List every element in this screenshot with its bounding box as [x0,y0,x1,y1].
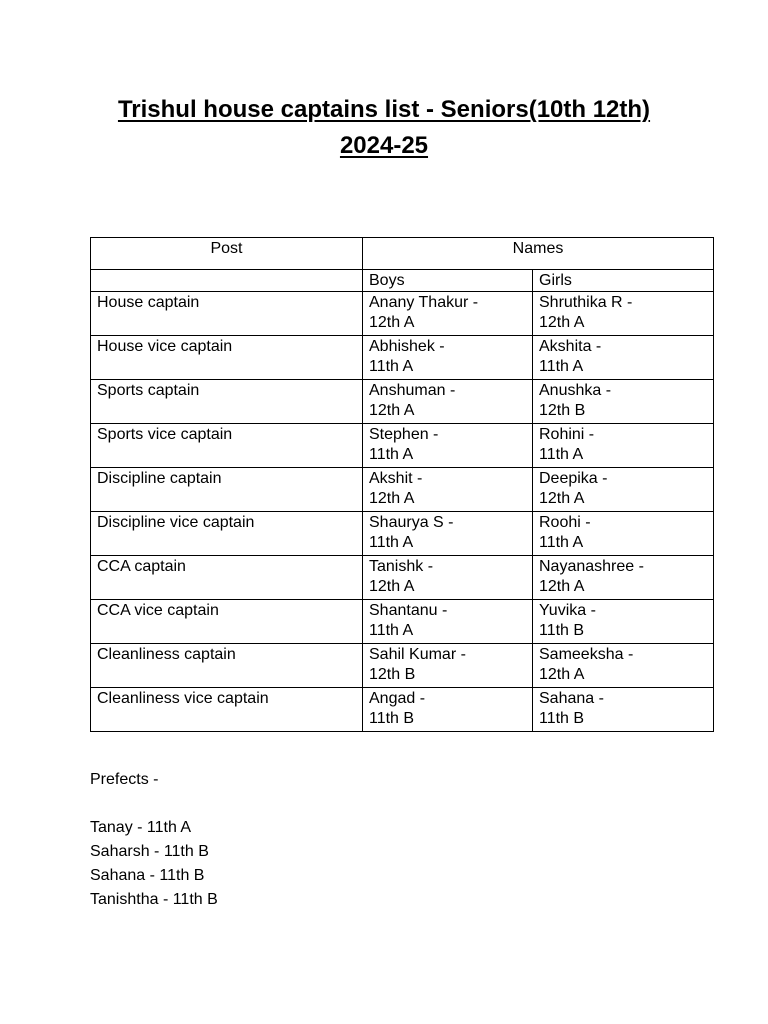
girls-cell [533,292,714,336]
girl-name: Deepika - [539,470,608,487]
post-cell: Discipline vice captain [91,512,363,556]
girl-name: Shruthika R - [539,294,633,311]
girl-class: 12th A [539,666,585,683]
boy-name: Shaurya S - [369,514,454,531]
girls-cell [533,380,714,424]
girl-name: Sahana - [539,690,604,707]
girl-name: Anushka - [539,382,612,399]
boys-cell [363,512,533,556]
table-row [91,292,714,336]
boy-class: 11th A [369,534,414,551]
girl-name: Sameeksha - [539,646,634,663]
girls-cell [533,424,714,468]
boy-class: 12th A [369,314,415,331]
table-row [91,424,714,468]
prefect-item: Saharsh - 11th B [90,843,209,860]
post-cell: CCA vice captain [91,600,363,644]
girl-class: 11th B [539,622,585,639]
boy-class: 11th A [369,622,414,639]
boy-name: Angad - [369,690,426,707]
girl-name: Nayanashree - [539,558,644,575]
table-row [91,556,714,600]
girl-class: 11th A [539,358,584,375]
boys-cell [363,644,533,688]
boy-class: 12th A [369,578,415,595]
prefect-item: Sahana - 11th B [90,867,205,884]
girls-cell [533,688,714,732]
boy-name: Shantanu - [369,602,448,619]
title-line-1: Trishul house captains list - Seniors(10th 12th) [117,96,651,123]
girl-class: 11th A [539,534,584,551]
boys-cell [363,292,533,336]
document-title [60,92,708,164]
post-cell: Discipline captain [91,468,363,512]
title-line-2: 2024-25 [339,132,429,159]
table-row [91,380,714,424]
boy-name: Stephen - [369,426,439,443]
post-cell: Sports captain [91,380,363,424]
boys-cell [363,336,533,380]
girl-class: 12th A [539,578,585,595]
girls-cell [533,512,714,556]
prefects-list [90,816,218,912]
girl-name: Yuvika - [539,602,596,619]
boy-name: Akshit - [369,470,423,487]
boy-name: Anshuman - [369,382,456,399]
subheader-girls: Girls [533,270,714,292]
prefect-item: Tanay - 11th A [90,819,192,836]
girls-cell [533,336,714,380]
table-row [91,512,714,556]
boy-name: Sahil Kumar - [369,646,466,663]
table-body [91,292,714,732]
table-row [91,688,714,732]
boys-cell [363,380,533,424]
boys-cell [363,424,533,468]
girl-class: 12th A [539,314,585,331]
table-subheader-row [91,270,714,292]
header-post: Post [91,238,363,270]
girl-name: Roohi - [539,514,591,531]
girls-cell [533,556,714,600]
boy-class: 12th A [369,402,415,419]
girls-cell [533,600,714,644]
captains-table [90,237,714,732]
table-row [91,468,714,512]
table-row [91,336,714,380]
boys-cell [363,688,533,732]
post-cell: House vice captain [91,336,363,380]
post-cell: Cleanliness vice captain [91,688,363,732]
boy-class: 11th A [369,358,414,375]
prefects-section [90,768,218,912]
prefects-label: Prefects - [90,771,159,788]
table-row [91,644,714,688]
girl-name: Akshita - [539,338,602,355]
boys-cell [363,600,533,644]
post-cell: Cleanliness captain [91,644,363,688]
table-row [91,600,714,644]
boy-name: Anany Thakur - [369,294,479,311]
boy-name: Abhishek - [369,338,445,355]
post-cell: House captain [91,292,363,336]
boy-name: Tanishk - [369,558,434,575]
boy-class: 11th A [369,446,414,463]
girl-name: Rohini - [539,426,595,443]
header-names: Names [363,238,714,270]
girls-cell [533,644,714,688]
girl-class: 11th B [539,710,585,727]
post-cell: CCA captain [91,556,363,600]
boys-cell [363,556,533,600]
table-header-row [91,238,714,270]
girl-class: 12th A [539,490,585,507]
boys-cell [363,468,533,512]
subheader-empty [91,270,363,292]
girl-class: 12th B [539,402,586,419]
prefect-item: Tanishtha - 11th B [90,891,218,908]
boy-class: 12th B [369,666,416,683]
subheader-boys: Boys [363,270,533,292]
post-cell: Sports vice captain [91,424,363,468]
boy-class: 12th A [369,490,415,507]
girl-class: 11th A [539,446,584,463]
girls-cell [533,468,714,512]
boy-class: 11th B [369,710,415,727]
